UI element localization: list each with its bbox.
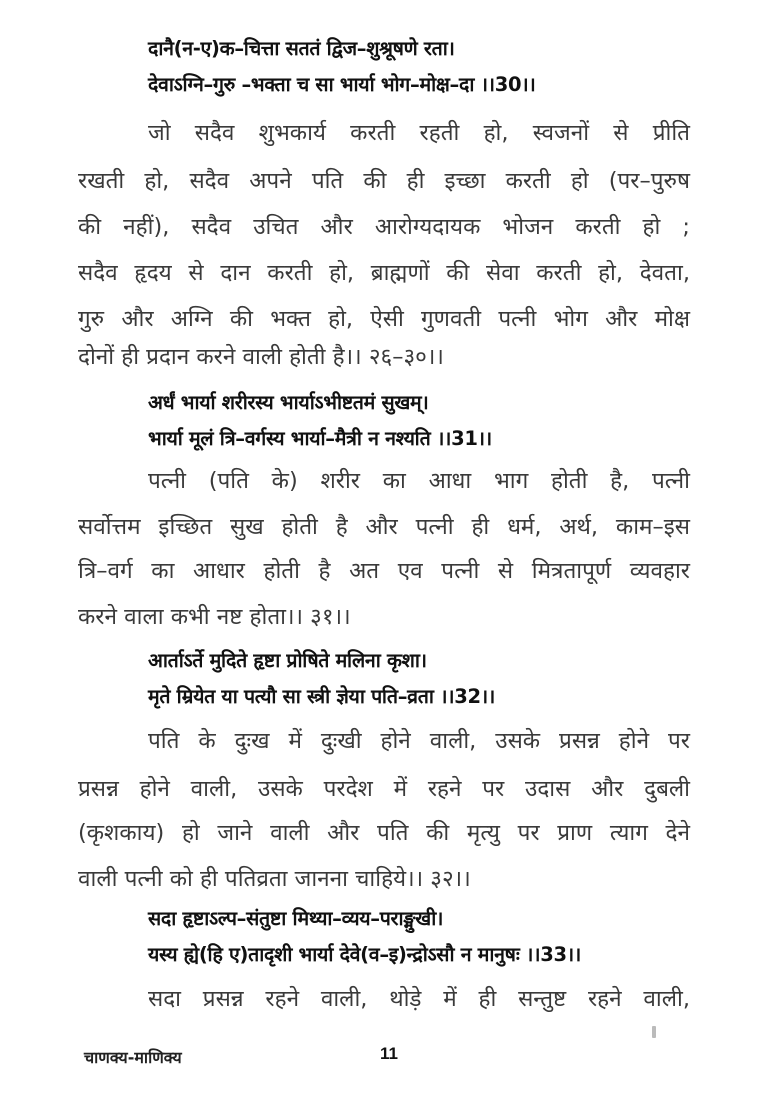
page-number: 11: [380, 1044, 398, 1063]
book-title-footer: चाणक्य-माणिक्य: [84, 1048, 182, 1067]
meaning-31-line: सर्वोत्तम इच्छित सुख होती है और पत्नी ही धर्म, अर्थ, काम–इस: [78, 514, 690, 540]
meaning-30-line: रखती हो, सदैव अपने पति की ही इच्छा करती हो (पर–पुरुष: [78, 168, 690, 194]
verse-31-line-1: अर्धं भार्या शरीरस्य भार्याऽभीष्टतमं सुखम्।: [148, 391, 429, 414]
verse-32-line-1: आर्ताऽर्ते मुदिते हृष्टा प्रोषिते मलिना कृशा।: [148, 649, 427, 672]
meaning-30-line: जो सदैव शुभकार्य करती रहती हो, स्वजनों से प्रीति: [148, 120, 690, 146]
meaning-32-line: (कृशकाय) हो जाने वाली और पति की मृत्यु पर प्राण त्याग देने: [78, 820, 690, 846]
verse-30-line-2: देवाऽग्नि–गुरु –भक्ता च सा भार्या भोग–मोक्ष–दा ।।30।।: [148, 73, 536, 96]
verse-33-line-2: यस्य ह्ये(हि ए)तादृशी भार्या देवे(व–इ)न्द्रोऽसौ न मानुषः ।।33।।: [148, 943, 581, 966]
meaning-31-line: करने वाला कभी नष्ट होता।। ३१।।: [78, 604, 351, 630]
meaning-31-line: पत्नी (पति के) शरीर का आधा भाग होती है, पत्नी: [148, 468, 690, 494]
meaning-32-line: पति के दुःख में दुःखी होने वाली, उसके प्रसन्न होने पर: [148, 728, 690, 754]
verse-33-line-1: सदा हृष्टाऽल्प–संतुष्टा मिथ्या–व्यय–पराङ्मुखी।: [148, 907, 444, 930]
meaning-33-line: सदा प्रसन्न रहने वाली, थोड़े में ही सन्तुष्ट रहने वाली,: [148, 986, 690, 1012]
meaning-30-line: सदैव हृदय से दान करती हो, ब्राह्मणों की सेवा करती हो, देवता,: [78, 260, 690, 286]
meaning-30-line: गुरु और अग्नि की भक्त हो, ऐसी गुणवती पत्नी भोग और मोक्ष: [78, 306, 690, 332]
meaning-31-line: त्रि–वर्ग का आधार होती है अत एव पत्नी से मित्रतापूर्ण व्यवहार: [78, 558, 690, 584]
meaning-30-line: की नहीं), सदैव उचित और आरोग्यदायक भोजन करती हो ;: [78, 214, 690, 240]
meaning-32-line: वाली पत्नी को ही पतिव्रता जानना चाहिये।। ३२।।: [78, 866, 471, 892]
meaning-32-line: प्रसन्न होने वाली, उसके परदेश में रहने पर उदास और दुबली: [78, 776, 690, 802]
meaning-30-line: दोनों ही प्रदान करने वाली होती है।। २६–३०।।: [78, 344, 444, 370]
print-speck: [652, 1026, 656, 1038]
verse-30-line-1: दानै(न-ए)क–चित्ता सततं द्विज–शुश्रूषणे रता।: [148, 37, 455, 60]
verse-31-line-2: भार्या मूलं त्रि–वर्गस्य भार्या–मैत्री न नश्यति ।।31।।: [148, 427, 492, 450]
verse-32-line-2: मृते म्रियेत या पत्यौ सा स्त्री ज्ञेया पति–व्रता ।।32।।: [148, 685, 495, 708]
